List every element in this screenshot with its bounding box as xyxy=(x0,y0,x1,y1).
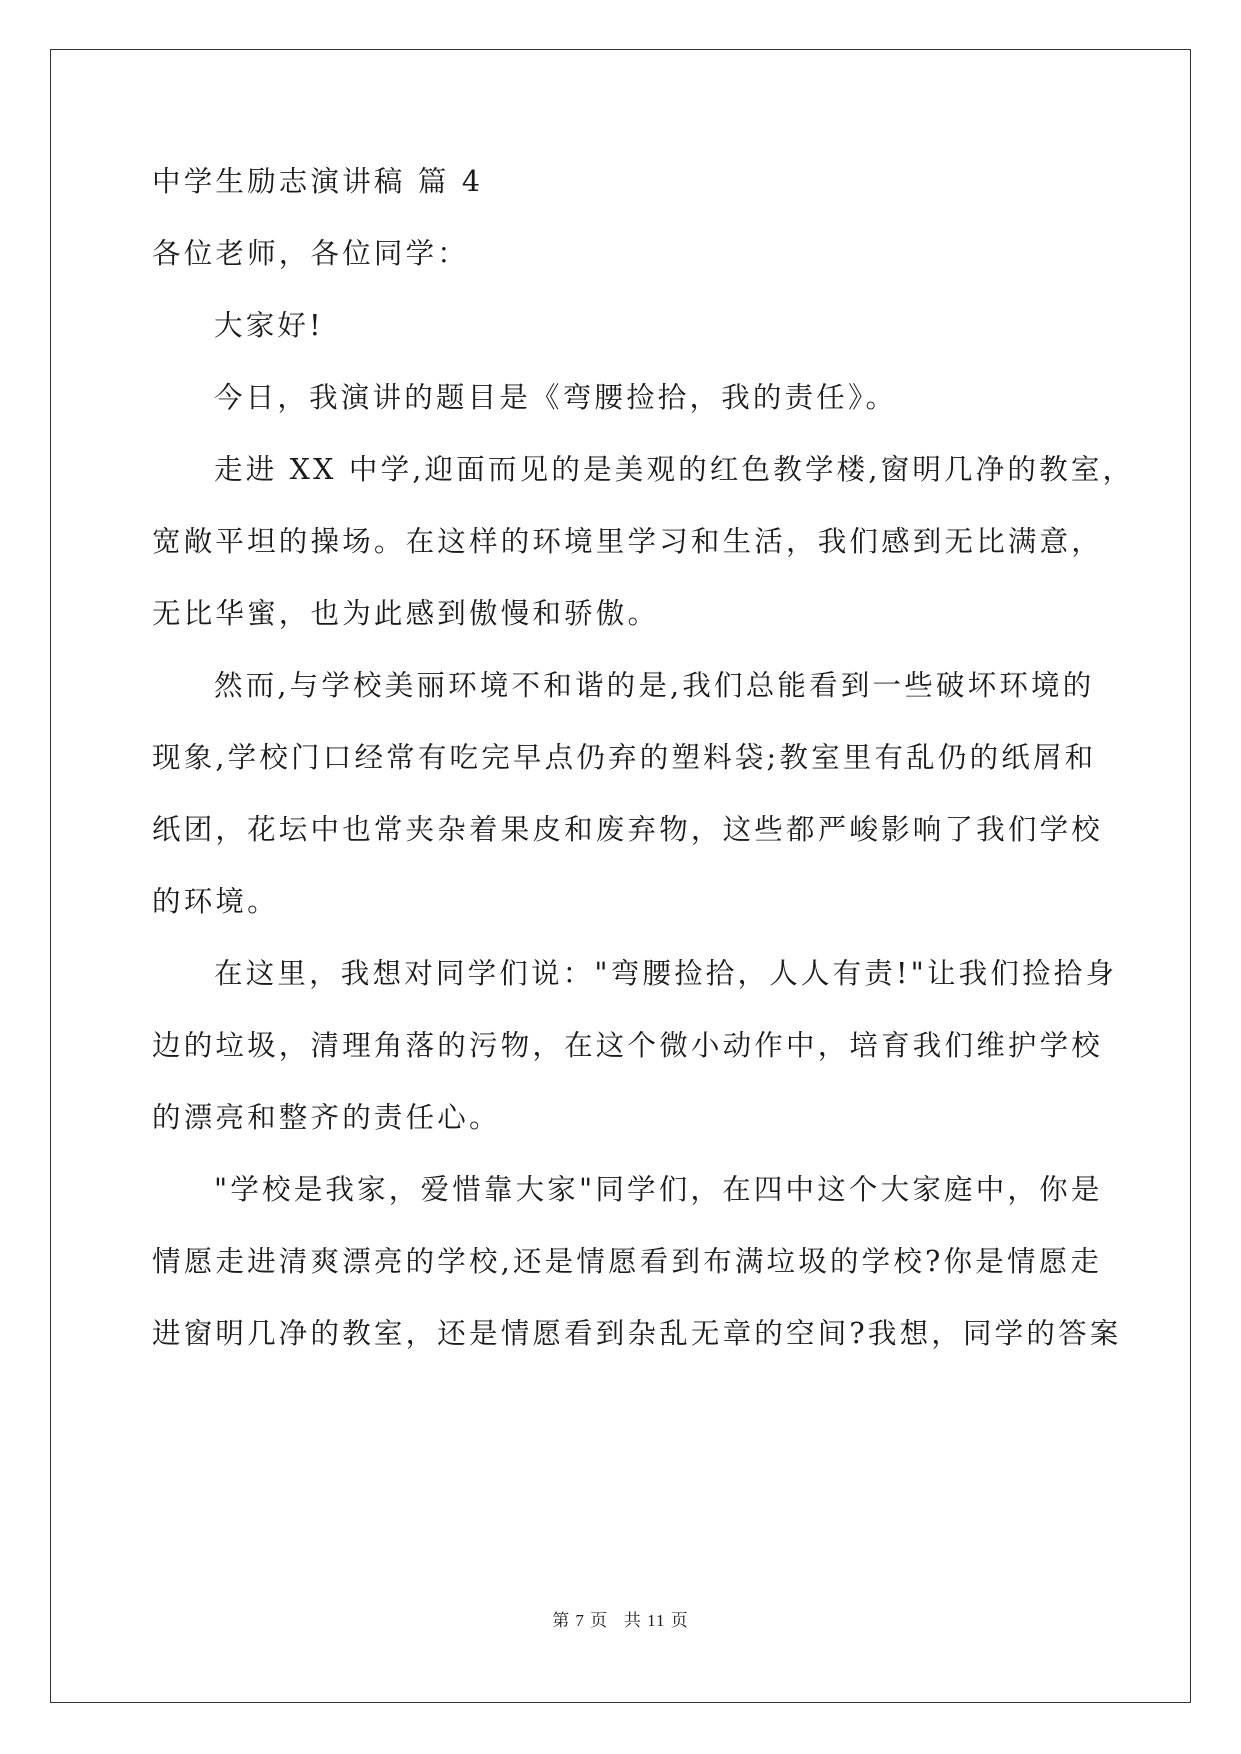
paragraph-line: 进窗明几净的教室，还是情愿看到杂乱无章的空间?我想，同学的答案 xyxy=(152,1317,1122,1350)
paragraph-line: 边的垃圾，清理角落的污物，在这个微小动作中，培育我们维护学校 xyxy=(152,1029,1104,1062)
paragraph-line: 然而,与学校美丽环境不和谐的是,我们总能看到一些破坏环境的 xyxy=(214,669,1095,702)
paragraph-line: 的漂亮和整齐的责任心。 xyxy=(152,1101,501,1134)
paragraph-line: 纸团，花坛中也常夹杂着果皮和废弃物，这些都严峻影响了我们学校 xyxy=(152,813,1104,846)
speech-topic: 今日，我演讲的题目是《弯腰捡拾，我的责任》。 xyxy=(214,381,898,414)
paragraph-line: 情愿走进清爽漂亮的学校,还是情愿看到布满垃圾的学校?你是情愿走 xyxy=(152,1245,1103,1278)
paragraph-line: 宽敞平坦的操场。在这样的环境里学习和生活，我们感到无比满意， xyxy=(152,525,1104,558)
paragraph-line: "学校是我家，爱惜靠大家"同学们，在四中这个大家庭中，你是 xyxy=(214,1173,1103,1206)
paragraph-line: 现象,学校门口经常有吃完早点仍弃的塑料袋;教室里有乱仍的纸屑和 xyxy=(152,741,1097,774)
paragraph-line: 在这里，我想对同学们说："弯腰捡拾，人人有责!"让我们捡拾身 xyxy=(214,957,1118,990)
page-border xyxy=(50,49,1191,1703)
paragraph-line: 的环境。 xyxy=(152,885,279,918)
document-title: 中学生励志演讲稿 篇 4 xyxy=(152,165,484,198)
greeting: 大家好! xyxy=(214,309,324,342)
page-number-footer: 第 7 页 共 11 页 xyxy=(552,1611,689,1630)
paragraph-line: 无比华蜜，也为此感到傲慢和骄傲。 xyxy=(152,597,660,630)
paragraph-line: 走进 XX 中学,迎面而见的是美观的红色教学楼,窗明几净的教室， xyxy=(214,453,1135,486)
salutation: 各位老师，各位同学： xyxy=(152,237,470,270)
